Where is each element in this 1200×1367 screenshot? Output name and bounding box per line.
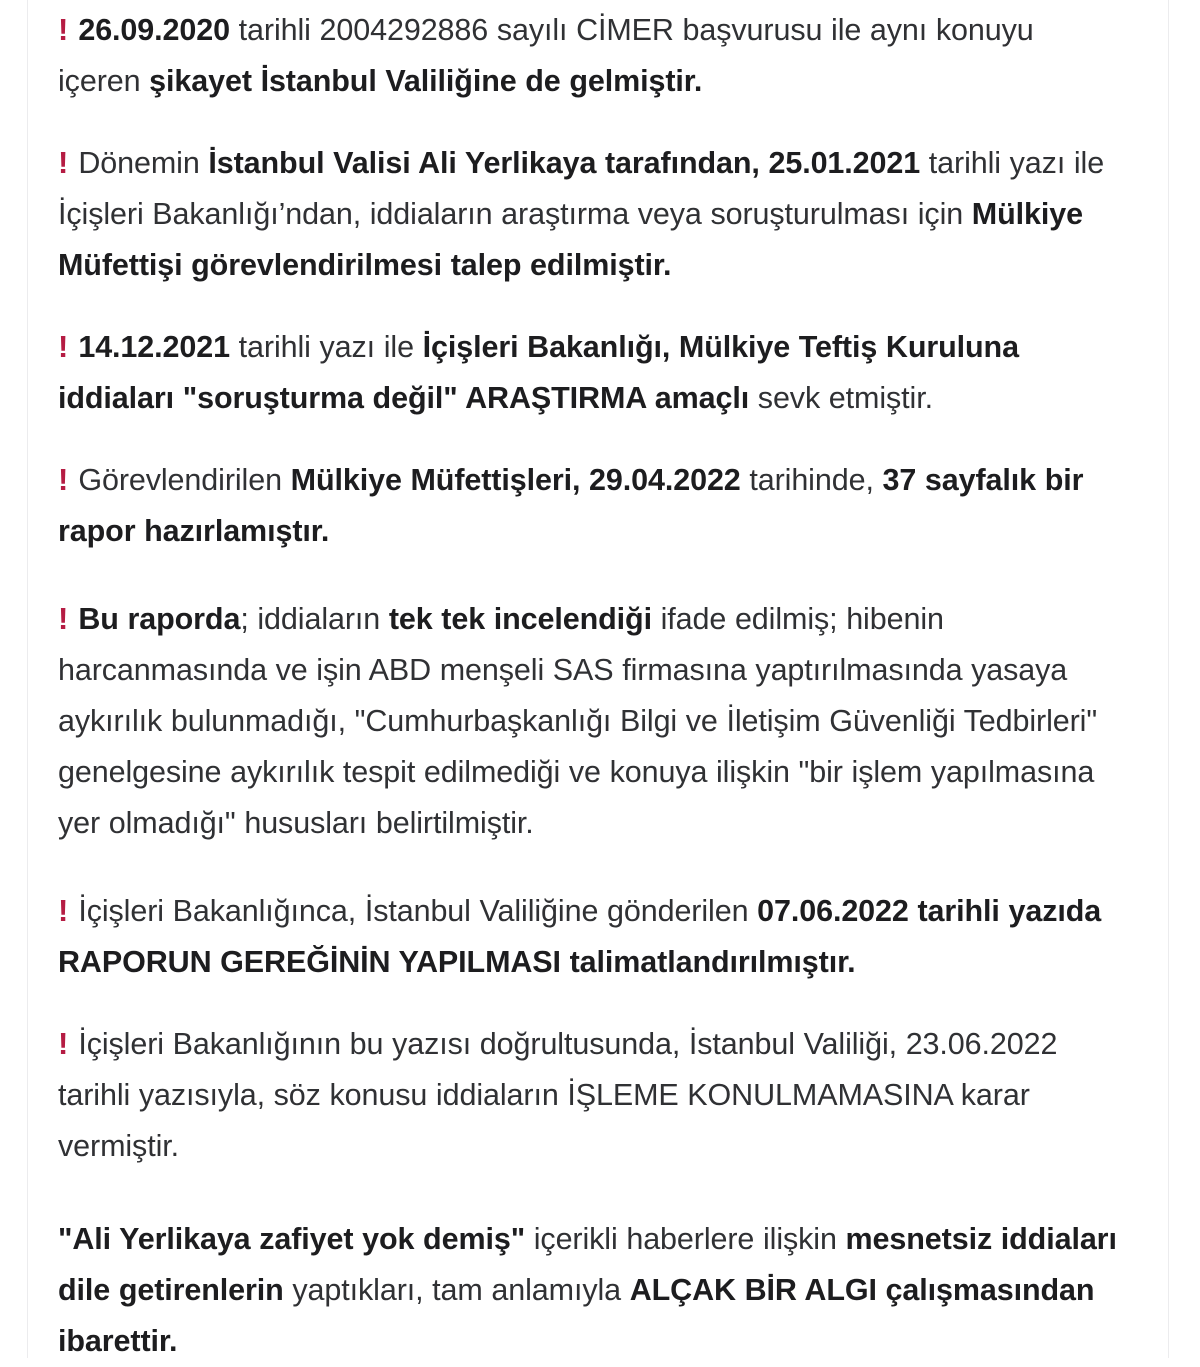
body-text: Görevlendirilen: [78, 463, 291, 497]
statement-paragraph: [58, 4, 1122, 107]
exclamation-bullet-icon: !: [58, 12, 69, 47]
emphasis-text: 26.09.2020: [78, 13, 230, 47]
exclamation-bullet-icon: !: [58, 329, 69, 364]
body-text: tarihli yazı ile İçişleri Bakanlığı’ndan, iddiaların araştırma veya soruşturulması için: [58, 146, 1105, 231]
body-text: sevk etmiştir.: [749, 381, 933, 415]
statement-paragraph: [58, 1018, 1122, 1172]
body-text: Dönemin: [78, 146, 209, 180]
exclamation-bullet-icon: !: [58, 462, 69, 497]
emphasis-text: ALÇAK BİR ALGI çalışmasından ibarettir.: [58, 1273, 1095, 1358]
exclamation-bullet-icon: !: [58, 893, 69, 928]
exclamation-bullet-icon: !: [58, 1026, 69, 1061]
body-text: İçişleri Bakanlığınca, İstanbul Valiliğine gönderilen: [78, 894, 758, 928]
statement-body: [28, 0, 1168, 1358]
body-text: ; iddiaların: [240, 602, 389, 636]
emphasis-text: 37 sayfalık bir rapor hazırlamıştır.: [58, 463, 1084, 548]
exclamation-bullet-icon: !: [58, 145, 69, 180]
statement-paragraph: [58, 137, 1122, 291]
emphasis-text: 14.12.2021: [78, 330, 230, 364]
emphasis-text: mesnetsiz iddiaları dile getirenlerin: [58, 1222, 1117, 1307]
statement-paragraph: [58, 885, 1122, 988]
emphasis-text: Mülkiye Müfettişleri, 29.04.2022: [290, 463, 741, 497]
statement-paragraph: [58, 321, 1122, 424]
statement-paragraph: [58, 454, 1122, 557]
body-text: ifade edilmiş; hibenin harcanmasında ve işin ABD menşeli SAS firmasına yaptırılmasında yasaya aykırılık bulunmadığı, "Cumhurbaşkanlığı Bilgi ve İletişim Güvenliği Tedbirleri" genelgesine aykırılık tespit edilmediği ve konuya ilişkin "bir işlem yapılmasına yer olmadığı" hususları belirtilmiştir.: [58, 602, 1098, 840]
body-text: yaptıkları, tam anlamıyla: [283, 1273, 630, 1307]
body-text: tarihinde,: [740, 463, 883, 497]
body-text: içerikli haberlere ilişkin: [525, 1222, 846, 1256]
statement-paragraph: [58, 593, 1122, 849]
statement-paragraph: [58, 1214, 1122, 1367]
emphasis-text: tek tek incelendiği: [388, 602, 652, 636]
body-text: tarihli 2004292886 sayılı CİMER başvurusu ile aynı konuyu içeren: [58, 13, 1034, 98]
emphasis-text: 07.06.2022 tarihli yazıda RAPORUN GEREĞİNİN YAPILMASI talimatlandırılmıştır.: [58, 894, 1102, 979]
emphasis-text: "Ali Yerlikaya zafiyet yok demiş": [58, 1222, 526, 1256]
exclamation-bullet-icon: !: [58, 601, 69, 636]
emphasis-text: İçişleri Bakanlığı, Mülkiye Teftiş Kuruluna iddiaları "soruşturma değil" ARAŞTIRMA amaçlı: [58, 330, 1019, 415]
body-text: İçişleri Bakanlığının bu yazısı doğrultusunda, İstanbul Valiliği, 23.06.2022 tarihli yazısıyla, söz konusu iddiaların İŞLEME KONULMAMASINA karar vermiştir.: [58, 1027, 1058, 1163]
emphasis-text: İstanbul Valisi Ali Yerlikaya tarafından, 25.01.2021: [208, 146, 921, 180]
emphasis-text: Bu raporda: [78, 602, 241, 636]
body-text: tarihli yazı ile: [229, 330, 423, 364]
emphasis-text: Mülkiye Müfettişi görevlendirilmesi talep edilmiştir.: [58, 197, 1083, 282]
emphasis-text: şikayet İstanbul Valiliğine de gelmiştir.: [149, 64, 703, 98]
right-container-rule: [1168, 0, 1169, 1358]
